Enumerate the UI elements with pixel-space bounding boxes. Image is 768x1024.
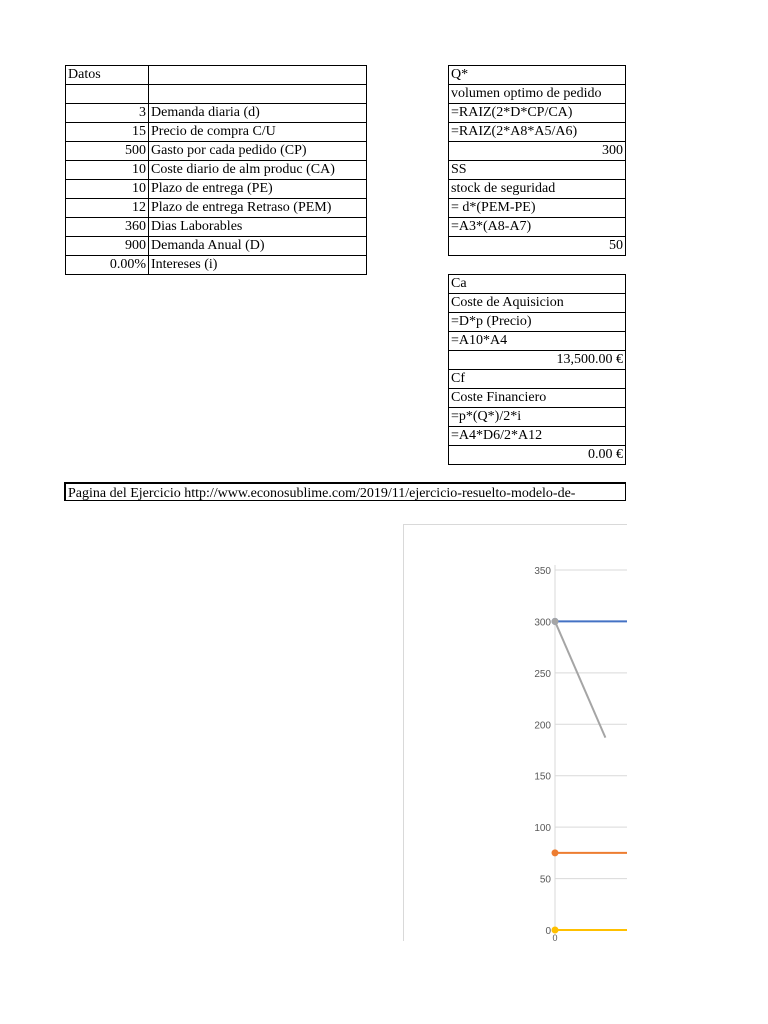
y-tick-label: 50 [539,874,551,886]
datos-label-cell[interactable]: Dias Laborables [149,218,367,237]
ca-block-cell[interactable]: Coste Financiero [449,389,626,408]
datos-value-cell[interactable]: 900 [66,237,149,256]
ca-block-cell[interactable]: 13,500.00 € [449,351,626,370]
datos-value-cell[interactable]: 3 [66,104,149,123]
q-block-row [449,237,626,256]
y-tick-label: 0 [545,926,551,937]
ca-block-row [449,408,626,427]
datos-row [66,180,367,199]
y-tick-label: 250 [534,668,551,680]
q-block-cell[interactable]: 300 [449,142,626,161]
datos-row [66,161,367,180]
ca-block-row [449,351,626,370]
datos-row [66,199,367,218]
inventory-chart[interactable] [403,524,627,941]
q-block-row [449,123,626,142]
datos-label-cell[interactable]: Gasto por cada pedido (CP) [149,142,367,161]
ca-block-cell[interactable]: Ca [449,275,626,294]
datos-value-cell[interactable]: 0.00% [66,256,149,275]
ca-block-cell[interactable]: =p*(Q*)/2*i [449,408,626,427]
y-tick-label: 200 [534,720,551,732]
y-tick-label: 300 [534,617,551,629]
ca-block-row [449,275,626,294]
acquisition-cost-table [448,274,626,465]
datos-empty-row [66,85,367,104]
datos-label-cell[interactable]: Plazo de entrega (PE) [149,180,367,199]
q-block-cell[interactable]: 50 [449,237,626,256]
ca-block-cell[interactable]: =A4*D6/2*A12 [449,427,626,446]
datos-header-cell[interactable]: Datos [66,66,149,85]
q-block-row [449,218,626,237]
q-block-row [449,104,626,123]
ca-block-row [449,332,626,351]
datos-table [65,65,367,275]
series-point [552,618,559,625]
q-block-row [449,161,626,180]
datos-label-cell[interactable]: Intereses (i) [149,256,367,275]
series-line [555,621,605,737]
ca-block-row [449,294,626,313]
datos-value-cell[interactable]: 500 [66,142,149,161]
ca-block-row [449,370,626,389]
y-tick-label: 350 [534,566,551,577]
q-block-row [449,85,626,104]
series-point [552,927,559,934]
datos-label-cell[interactable]: Demanda diaria (d) [149,104,367,123]
datos-value-cell[interactable]: 10 [66,180,149,199]
chart-svg [404,525,627,941]
datos-row [66,123,367,142]
datos-row [66,142,367,161]
exercise-link-cell[interactable]: Pagina del Ejercicio http://www.econosublime.com/2019/11/ejercicio-resuelto-modelo-de- [64,482,626,501]
datos-value-cell[interactable]: 12 [66,199,149,218]
empty-cell[interactable] [66,85,149,104]
datos-label-cell[interactable]: Demanda Anual (D) [149,237,367,256]
q-block-cell[interactable]: =RAIZ(2*D*CP/CA) [449,104,626,123]
datos-value-cell[interactable]: 360 [66,218,149,237]
datos-value-cell[interactable]: 10 [66,161,149,180]
q-block-cell[interactable]: SS [449,161,626,180]
q-block-row [449,66,626,85]
datos-row [66,256,367,275]
ca-block-row [449,313,626,332]
q-block-cell[interactable]: volumen optimo de pedido [449,85,626,104]
ca-block-row [449,446,626,465]
ca-block-row [449,427,626,446]
empty-cell[interactable] [149,85,367,104]
datos-label-cell[interactable]: Plazo de entrega Retraso (PEM) [149,199,367,218]
datos-row [66,104,367,123]
y-tick-label: 100 [534,823,551,835]
series-point [552,849,559,856]
ca-block-cell[interactable]: Cf [449,370,626,389]
ca-block-cell[interactable]: =D*p (Precio) [449,313,626,332]
q-block-cell[interactable]: stock de seguridad [449,180,626,199]
datos-label-cell[interactable]: Coste diario de alm produc (CA) [149,161,367,180]
ca-block-row [449,389,626,408]
ca-block-cell[interactable]: Coste de Aquisicion [449,294,626,313]
q-block-cell[interactable]: =A3*(A8-A7) [449,218,626,237]
q-block-cell[interactable]: = d*(PEM-PE) [449,199,626,218]
q-block-row [449,180,626,199]
ca-block-cell[interactable]: 0.00 € [449,446,626,465]
q-optimal-table [448,65,626,256]
q-block-row [449,199,626,218]
q-block-row [449,142,626,161]
y-tick-label: 150 [534,771,551,783]
empty-cell[interactable] [149,66,367,85]
datos-row [66,218,367,237]
q-block-cell[interactable]: Q* [449,66,626,85]
datos-value-cell[interactable]: 15 [66,123,149,142]
datos-label-cell[interactable]: Precio de compra C/U [149,123,367,142]
datos-header-row [66,66,367,85]
q-block-cell[interactable]: =RAIZ(2*A8*A5/A6) [449,123,626,142]
x-tick-label: 0 [552,933,558,941]
datos-row [66,237,367,256]
ca-block-cell[interactable]: =A10*A4 [449,332,626,351]
